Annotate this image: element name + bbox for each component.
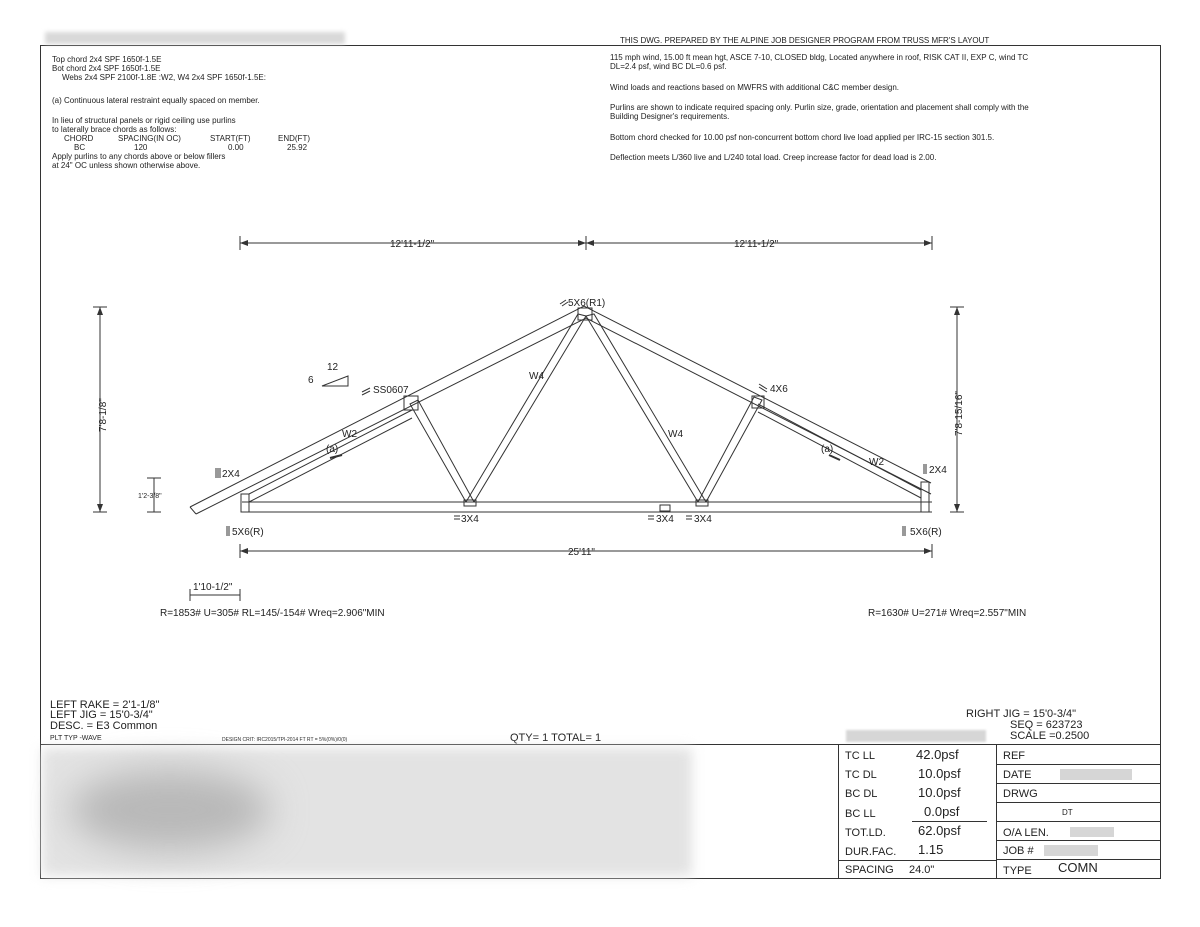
- bottom-chord-note: Bottom chord checked for 10.00 psf non-concurrent bottom chord live load applied per IRC-15 section 301.5.: [610, 133, 995, 142]
- plate-left-heel-label: 5X6(R): [232, 527, 264, 538]
- web-w4-left-label: W4: [529, 371, 544, 382]
- load-value: 24.0": [909, 864, 935, 876]
- mwfrs-note: Wind loads and reactions based on MWFRS with additional C&C member design.: [610, 83, 900, 92]
- web-w4-left: [466, 314, 586, 502]
- purlin-head-end: END(FT): [278, 134, 310, 143]
- plate-right-top-label: 4X6: [770, 384, 788, 395]
- plate-type: PLT TYP -WAVE: [50, 735, 102, 742]
- purlin-row-spacing: 120: [134, 143, 148, 152]
- dim-overall: 25'11": [568, 547, 595, 558]
- job-label: JOB #: [1003, 845, 1034, 857]
- scale: SCALE =0.2500: [1010, 730, 1090, 742]
- load-label: SPACING: [845, 864, 894, 876]
- plate-right-heel-top-label: 2X4: [929, 465, 947, 476]
- plate-bc-right-label: 3X4: [694, 514, 712, 525]
- date-label: DATE: [1003, 769, 1032, 781]
- ref-label: REF: [1003, 750, 1025, 762]
- load-label: TC DL: [845, 769, 877, 781]
- load-label: DUR.FAC.: [845, 846, 897, 858]
- load-value: 10.0psf: [918, 766, 961, 781]
- oa-len-label: O/A LEN.: [1003, 827, 1049, 839]
- dim-heel: 1'2-3/8": [138, 493, 162, 500]
- truss-desc: DESC. = E3 Common: [50, 720, 158, 732]
- footer-divider: [40, 744, 1161, 745]
- top-chord-outer: [190, 306, 931, 507]
- web-w2-right-label: W2: [869, 457, 884, 468]
- plate-bc-mid: [660, 505, 670, 511]
- web-left-outer: [410, 400, 474, 502]
- restraint-left-label: (a): [326, 444, 339, 455]
- dim-right-half: 12'11-1/2": [734, 239, 779, 250]
- purlin-row-end: 25.92: [287, 143, 308, 152]
- purlin-head-start: START(FT): [210, 134, 251, 143]
- purlin-head-chord: CHORD: [64, 134, 94, 143]
- pitch-run: 12: [327, 362, 339, 373]
- purlins-note-1: Purlins are shown to indicate required spacing only. Purlin size, grade, orientation and placement shall comply with the: [610, 103, 1029, 112]
- load-value: 42.0psf: [916, 747, 959, 762]
- drwg-label: DRWG: [1003, 788, 1038, 800]
- type-value: COMN: [1058, 860, 1098, 875]
- pitch-triangle: [322, 376, 348, 386]
- plate-right-heel-label: 5X6(R): [910, 527, 942, 538]
- sum-line: [912, 821, 987, 822]
- sequence-number: SEQ = 623723: [1010, 719, 1083, 731]
- material-note-1: Top chord 2x4 SPF 1650f-1.5E: [52, 55, 162, 64]
- purlin-row-start: 0.00: [228, 143, 244, 152]
- wind-note-1: 115 mph wind, 15.00 ft mean hgt, ASCE 7-10, CLOSED bldg, Located anywhere in roof, RISK CAT II, EXP C, wind TC: [610, 53, 1029, 62]
- purlin-row-chord: BC: [74, 143, 86, 152]
- design-criteria: DESIGN CRIT: IRC2015/TPI-2014 FT RT = 5%(0%)/0(0): [222, 737, 348, 743]
- load-label: BC DL: [845, 788, 878, 800]
- web-w4-right-label: W4: [668, 429, 683, 440]
- material-note-3: Webs 2x4 SPF 2100f-1.8E :W2, W4 2x4 SPF 1650f-1.5E:: [62, 73, 266, 82]
- load-label: TOT.LD.: [845, 827, 886, 839]
- load-value: 1.15: [918, 842, 944, 857]
- load-value: 62.0psf: [918, 823, 961, 838]
- plate-bc-mid-label: 3X4: [656, 514, 674, 525]
- load-label: BC LL: [845, 808, 876, 820]
- left-jig: LEFT JIG = 15'0-3/4": [50, 709, 153, 721]
- plate-peak-label: 5X6(R1): [568, 298, 606, 309]
- purlin-note-1: In lieu of structural panels or rigid ceiling use purlins: [52, 116, 236, 125]
- redacted-job: [1044, 845, 1098, 856]
- purlins-note-2: Building Designer's requirements.: [610, 112, 730, 121]
- load-label: TC LL: [845, 750, 875, 762]
- web-right-outer: [698, 397, 762, 502]
- reaction-left: R=1853# U=305# RL=145/-154# Wreq=2.906"MIN: [160, 608, 385, 619]
- right-jig: RIGHT JIG = 15'0-3/4": [966, 708, 1077, 720]
- top-chord-inner: [196, 318, 931, 514]
- material-note-2: Bot chord 2x4 SPF 1650f-1.5E: [52, 64, 161, 73]
- reaction-right: R=1630# U=271# Wreq=2.557"MIN: [868, 608, 1027, 619]
- redacted-length: [1070, 827, 1114, 837]
- wind-note-2: DL=2.4 psf, wind BC DL=0.6 psf.: [610, 62, 727, 71]
- restraint-right-label: (a): [821, 444, 834, 455]
- apply-note-2: at 24" OC unless shown otherwise above.: [52, 161, 201, 170]
- purlin-head-spacing: SPACING(IN OC): [118, 134, 181, 143]
- deflection-note: Deflection meets L/360 live and L/240 total load. Creep increase factor for dead load is 2.00.: [610, 153, 937, 162]
- dim-overhang: 1'10-1/2": [193, 582, 233, 593]
- loads-divider: [838, 744, 839, 879]
- plate-left-top-label: SS0607: [373, 385, 409, 396]
- redacted-date: [1060, 769, 1132, 780]
- apply-note-1: Apply purlins to any chords above or below fillers: [52, 152, 226, 161]
- plate-bc-left-label: 3X4: [461, 514, 479, 525]
- type-label: TYPE: [1003, 865, 1032, 877]
- drwg-value: DT: [1062, 808, 1073, 817]
- restraint-note: (a) Continuous lateral restraint equally spaced on member.: [52, 96, 260, 105]
- dim-left-half: 12'11-1/2": [390, 239, 435, 250]
- spacing-divider: [838, 860, 996, 861]
- header-banner: THIS DWG. PREPARED BY THE ALPINE JOB DESIGNER PROGRAM FROM TRUSS MFR'S LAYOUT: [620, 36, 990, 45]
- dim-left-height: 7'8-1/8": [98, 398, 109, 432]
- purlin-note-2: to laterally brace chords as follows:: [52, 125, 177, 134]
- web-w4-right: [586, 314, 706, 502]
- dim-right-height: 7'8-15/16": [954, 391, 965, 436]
- pitch-rise: 6: [308, 375, 314, 386]
- quantity: QTY= 1 TOTAL= 1: [510, 732, 602, 744]
- redacted-logo: [70, 770, 270, 850]
- redacted-field: [846, 730, 986, 742]
- web-w2-left-label: W2: [342, 429, 357, 440]
- load-value: 0.0psf: [924, 804, 960, 819]
- load-value: 10.0psf: [918, 785, 961, 800]
- plate-left-heel-top-label: 2X4: [222, 469, 240, 480]
- left-rake: LEFT RAKE = 2'1-1/8": [50, 699, 160, 711]
